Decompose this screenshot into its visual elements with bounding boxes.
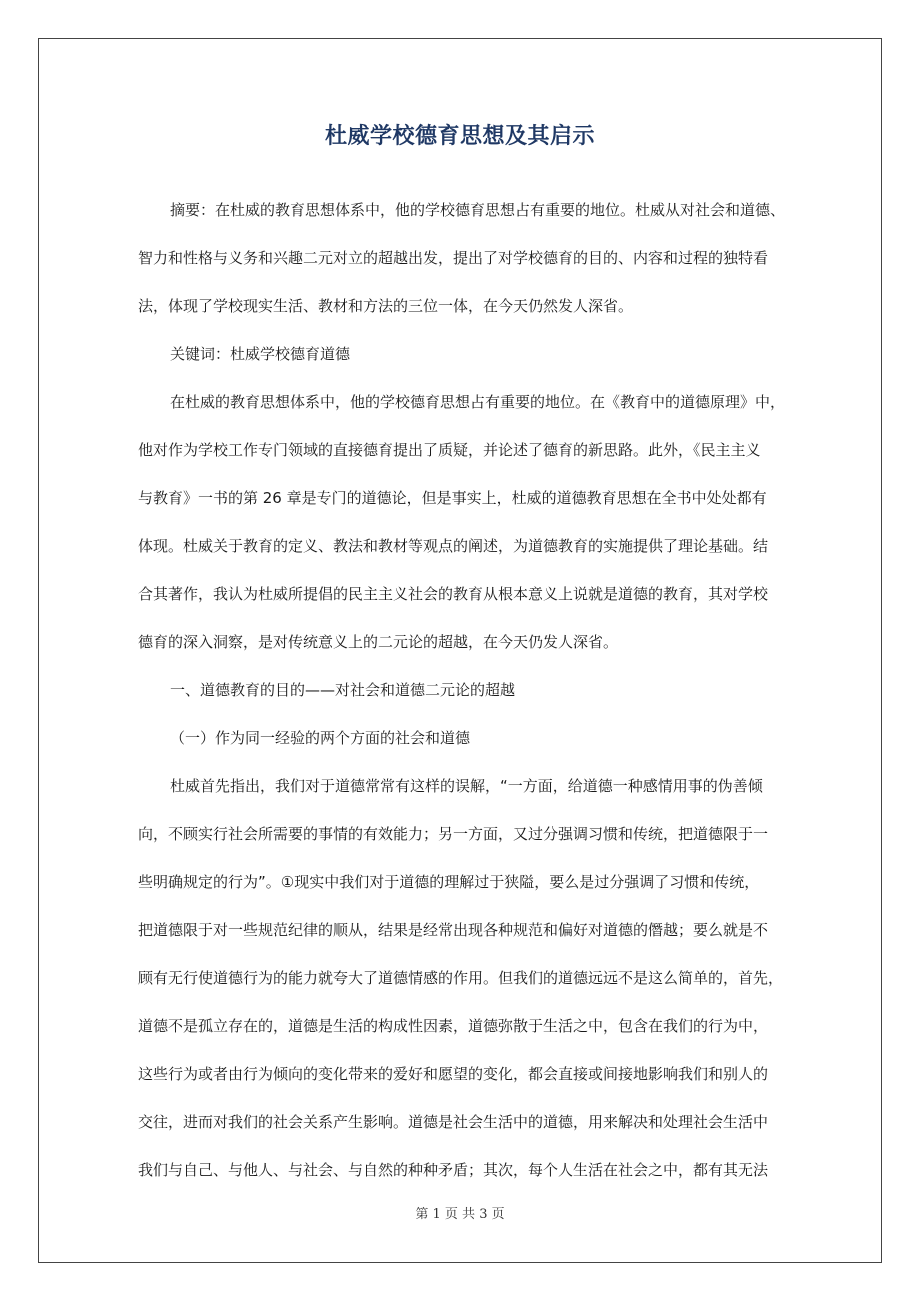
body-paragraph-2-line-5: 顾有无行使道德行为的能力就夸大了道德情感的作用。但我们的道德远远不是这么简单的，首先，: [138, 969, 784, 987]
body-paragraph-2-line-1: 杜威首先指出，我们对于道德常常有这样的误解，“一方面，给道德一种感情用事的伪善倾: [170, 777, 763, 795]
body-paragraph-1-line-6: 德育的深入洞察，是对传统意义上的二元论的超越，在今天仍发人深省。: [138, 633, 619, 651]
body-paragraph-1-line-5: 合其著作，我认为杜威所提倡的民主主义社会的教育从根本意义上说就是道德的教育，其对学校: [138, 585, 769, 603]
abstract-line-1: 摘要：在杜威的教育思想体系中，他的学校德育思想占有重要的地位。杜威从对社会和道德、: [170, 201, 786, 219]
section-heading-1: 一、道德教育的目的——对社会和道德二元论的超越: [170, 681, 516, 699]
body-paragraph-2-line-6: 道德不是孤立存在的，道德是生活的构成性因素，道德弥散于生活之中，包含在我们的行为中，: [138, 1017, 769, 1035]
body-paragraph-1-line-4: 体现。杜威关于教育的定义、教法和教材等观点的阐述，为道德教育的实施提供了理论基础。结: [138, 537, 769, 555]
body-paragraph-2-line-3: 些明确规定的行为”。①现实中我们对于道德的理解过于狭隘，要么是过分强调了习惯和传统，: [138, 873, 760, 891]
abstract-line-3: 法，体现了学校现实生活、教材和方法的三位一体，在今天仍然发人深省。: [138, 297, 634, 315]
body-paragraph-2-line-8: 交往，进而对我们的社会关系产生影响。道德是社会生活中的道德，用来解决和处理社会生活中: [138, 1113, 769, 1131]
body-paragraph-2-line-4: 把道德限于对一些规范纪律的顺从，结果是经常出现各种规范和偏好对道德的僭越；要么就是不: [138, 921, 769, 939]
body-paragraph-1-line-2: 他对作为学校工作专门领域的直接德育提出了质疑，并论述了德育的新思路。此外，《民主主义: [138, 441, 761, 459]
body-paragraph-2-line-9: 我们与自己、与他人、与社会、与自然的种种矛盾；其次，每个人生活在社会之中，都有其无法: [138, 1161, 769, 1179]
page-number-footer: 第 1 页 共 3 页: [415, 1207, 505, 1222]
body-paragraph-2-line-7: 这些行为或者由行为倾向的变化带来的爱好和愿望的变化，都会直接或间接地影响我们和别人的: [138, 1065, 769, 1083]
body-paragraph-2-line-2: 向，不顾实行社会所需要的事情的有效能力；另一方面，又过分强调习惯和传统，把道德限于一: [138, 825, 769, 843]
document-title: 杜威学校德育思想及其启示: [324, 124, 595, 149]
body-paragraph-1-line-1: 在杜威的教育思想体系中，他的学校德育思想占有重要的地位。在《教育中的道德原理》中，: [170, 393, 786, 411]
abstract-line-2: 智力和性格与义务和兴趣二元对立的超越出发，提出了对学校德育的目的、内容和过程的独特看: [138, 249, 769, 267]
body-paragraph-1-line-3: 与教育》一书的第 26 章是专门的道德论，但是事实上，杜威的道德教育思想在全书中处处都有: [138, 489, 767, 507]
subsection-heading-1: （一）作为同一经验的两个方面的社会和道德: [170, 729, 471, 747]
keywords-line: 关键词：杜威学校德育道德: [170, 345, 351, 363]
